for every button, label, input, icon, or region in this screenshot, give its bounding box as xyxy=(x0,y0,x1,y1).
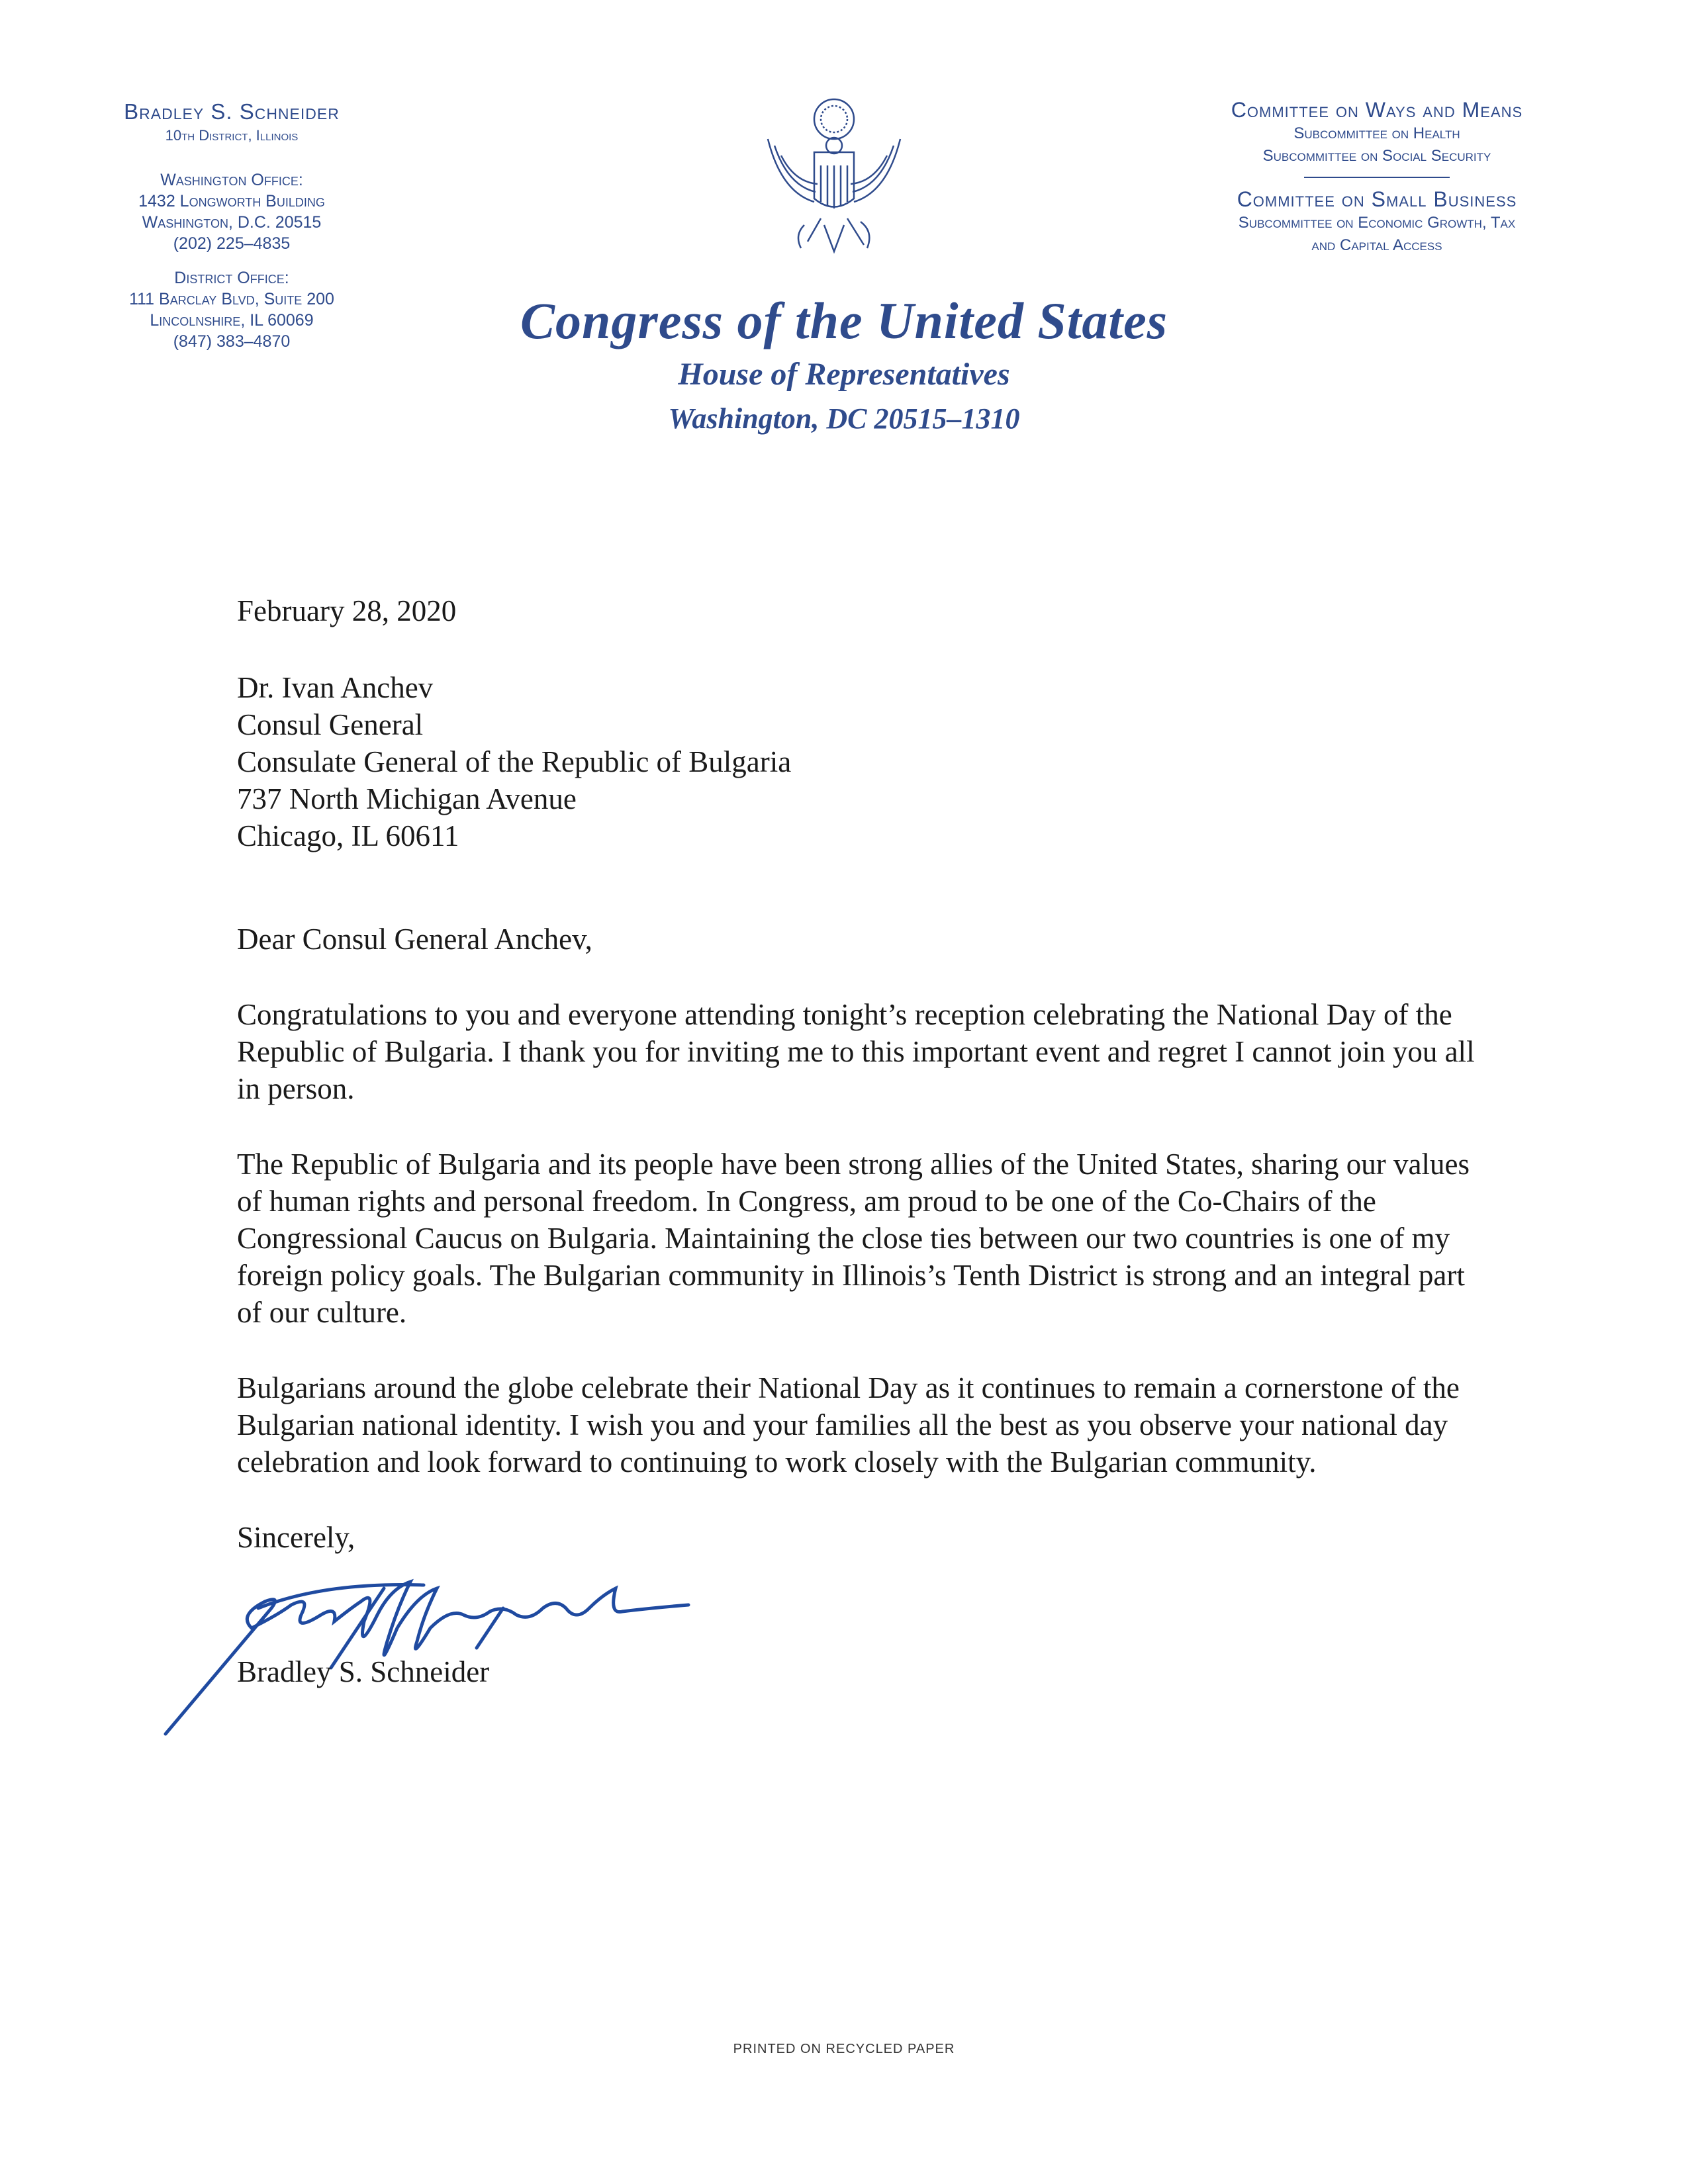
district-office-line2: Lincolnshire, IL 60069 xyxy=(150,311,314,330)
paragraph: The Republic of Bulgaria and its people have been strong allies of the United States, sharing our values of human rights and personal freedom. In Congress, am proud to be one of the Co-Chairs of the Congressional Caucus on Bulgaria. Maintaining the close ties between our two countries is one of my foreign policy goals. The Bulgarian community in Illinois’s Tenth District is strong and an integral part of our culture. xyxy=(237,1148,1470,1329)
masthead-address: Washington, DC 20515–1310 xyxy=(668,402,1020,435)
recipient-title: Consul General xyxy=(237,708,424,741)
paragraph: Bulgarians around the globe celebrate their National Day as it continues to remain a cornerstone of the Bulgarian national identity. I wish you and your families all the best as you observe your national day celebration and look forward to continuing to work closely with the Bulgarian community. xyxy=(237,1371,1460,1479)
left-letterhead xyxy=(93,99,371,352)
district-office-phone: (847) 383–4870 xyxy=(173,332,291,351)
masthead-house: House of Representatives xyxy=(678,357,1010,392)
letter-date: February 28, 2020 xyxy=(237,594,457,627)
washington-office-line2: Washington, D.C. 20515 xyxy=(142,213,322,232)
congressional-seal-icon xyxy=(741,93,927,265)
subcommittee-capital-access: and Capital Access xyxy=(1311,236,1442,254)
paragraph: Congratulations to you and everyone attending tonight’s reception celebrating the National Day of the Republic of Bulgaria. I thank you for inviting me to this important event and regret I cannot join you all in person. xyxy=(237,998,1475,1105)
washington-office xyxy=(93,169,371,254)
recipient-name: Dr. Ivan Anchev xyxy=(237,671,434,704)
signer-name: Bradley S. Schneider xyxy=(237,1655,490,1688)
member-name: Bradley S. Schneider xyxy=(124,99,340,124)
recipient-org: Consulate General of the Republic of Bulgaria xyxy=(237,745,792,778)
recipient-city: Chicago, IL 60611 xyxy=(237,819,459,852)
subcommittee-health: Subcommittee on Health xyxy=(1293,124,1460,142)
subcommittee-social-security: Subcommittee on Social Security xyxy=(1262,147,1491,165)
salutation: Dear Consul General Anchev, xyxy=(237,923,592,956)
recycled-paper-note: PRINTED ON RECYCLED PAPER xyxy=(733,2042,955,2056)
committee-small-business: Committee on Small Business xyxy=(1237,187,1517,211)
letter-body xyxy=(237,592,1481,1556)
district-office xyxy=(93,267,371,352)
washington-office-line1: 1432 Longworth Building xyxy=(138,192,325,210)
district-office-line1: 111 Barclay Blvd, Suite 200 xyxy=(129,290,334,308)
member-district: 10th District, Illinois xyxy=(165,127,299,144)
subcommittee-economic-growth: Subcommittee on Economic Growth, Tax xyxy=(1238,214,1516,232)
masthead xyxy=(463,291,1225,435)
closing: Sincerely, xyxy=(237,1521,355,1554)
committee-ways-means: Committee on Ways and Means xyxy=(1231,98,1523,122)
right-letterhead xyxy=(1172,98,1582,257)
washington-office-phone: (202) 225–4835 xyxy=(173,234,291,253)
recipient-street: 737 North Michigan Avenue xyxy=(237,782,577,815)
district-office-title: District Office: xyxy=(174,269,289,287)
masthead-congress: Congress of the United States xyxy=(520,292,1168,349)
washington-office-title: Washington Office: xyxy=(160,171,303,189)
recipient-address xyxy=(237,669,1481,854)
header-divider xyxy=(1304,177,1450,178)
